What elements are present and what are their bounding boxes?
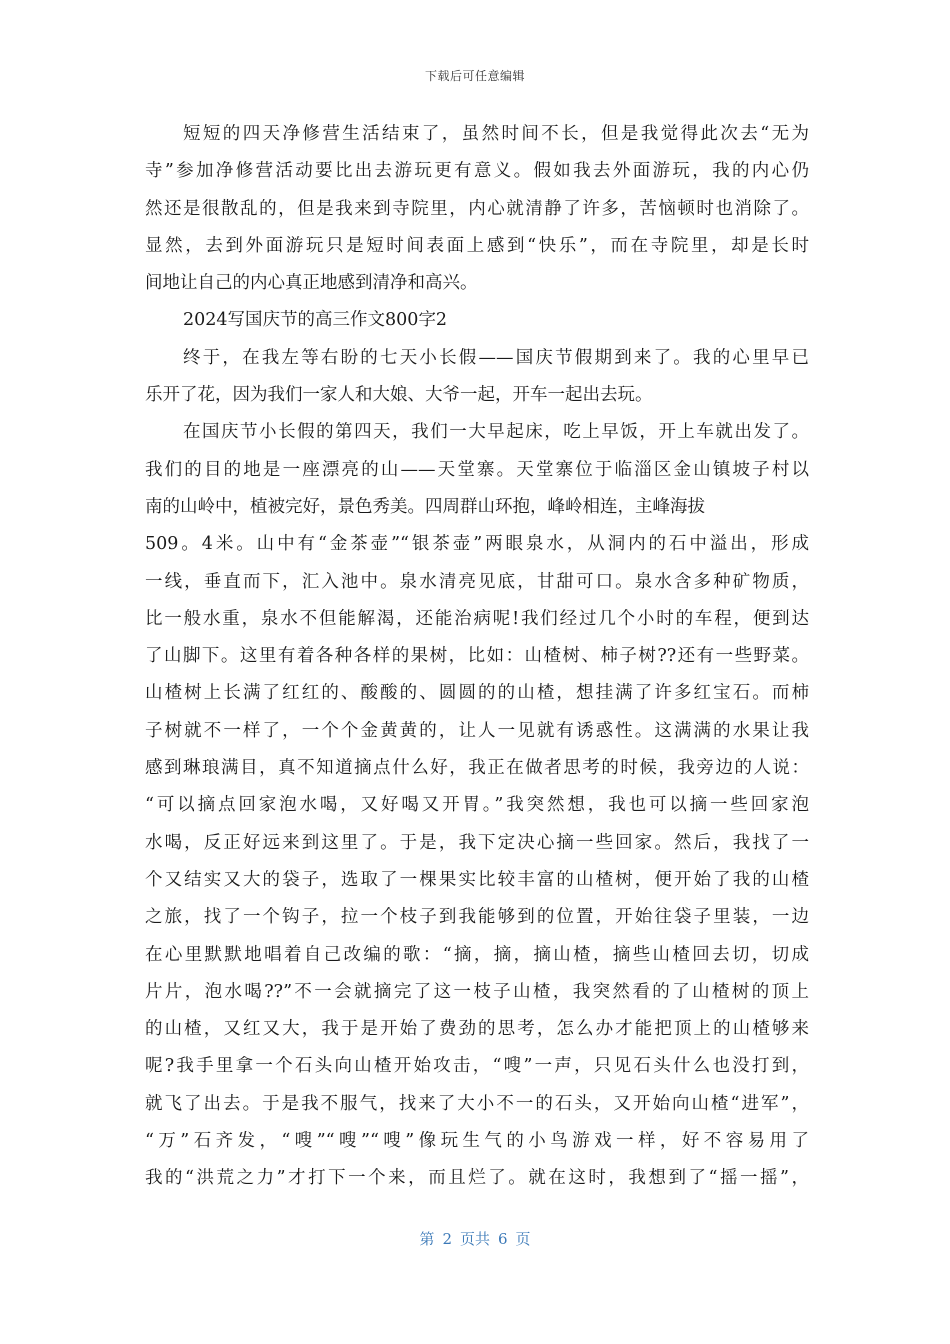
page-label-suffix: 页 [515,1230,531,1248]
page-number-total: 6 [498,1230,508,1248]
text-line: 个又结实又大的袋子，选取了一棵果实比较丰富的山楂树，便开始了我的山楂 [145,869,809,890]
text-line: 寺”参加净修营活动要比出去游玩更有意义。假如我去外面游玩，我的内心仍 [145,161,809,182]
text-line: 比一般水重，泉水不但能解渴，还能治病呢!我们经过几个小时的车程，便到达 [145,608,809,629]
text-line: 在国庆节小长假的第四天，我们一大早起床，吃上早饭，开上车就出发了。 [183,422,809,443]
document-body [145,116,809,1198]
text-line: 呢?我手里拿一个石头向山楂开始攻击，“嗖”一声，只见石头什么也没打到， [145,1056,809,1077]
text-line: 一线，垂直而下，汇入池中。泉水清亮见底，甘甜可口。泉水含多种矿物质， [145,571,809,592]
text-line: 山楂树上长满了红红的、酸酸的、圆圆的的山楂，想挂满了许多红宝石。而柿 [145,683,809,704]
text-line: 2024写国庆节的高三作文800字2 [183,310,448,331]
text-line: 显然，去到外面游玩只是短时间表面上感到“快乐”，而在寺院里，却是长时 [145,235,809,256]
page-footer [0,1228,950,1249]
text-line: 片片，泡水喝??”不一会就摘完了这一枝子山楂，我突然看的了山楂树的顶上 [145,981,809,1002]
text-line: 我的“洪荒之力”才打下一个来，而且烂了。就在这时，我想到了“摇一摇”， [145,1168,809,1189]
text-line: 之旅，找了一个钩子，拉一个枝子到我能够到的位置，开始往袋子里装，一边 [145,907,809,928]
text-line: 我们的目的地是一座漂亮的山——天堂寨。天堂寨位于临淄区金山镇坡子村以 [145,459,809,480]
page-header: 下载后可任意编辑 [424,69,525,83]
text-line: 短短的四天净修营生活结束了，虽然时间不长，但是我觉得此次去“无为 [183,124,809,144]
page-label-prefix: 第 [419,1230,435,1248]
text-line: 子树就不一样了，一个个金黄黄的，让人一见就有诱惑性。这满满的水果让我 [145,720,809,741]
text-line: “可以摘点回家泡水喝，又好喝又开胃。”我突然想，我也可以摘一些回家泡 [145,795,809,816]
text-line: 509。4米。山中有“金茶壶”“银茶壶”两眼泉水，从洞内的石中溢出，形成 [145,534,809,555]
text-line: 水喝，反正好远来到这里了。于是，我下定决心摘一些回家。然后，我找了一 [145,832,809,853]
text-line: 然还是很散乱的，但是我来到寺院里，内心就清静了许多，苦恼顿时也消除了。 [145,198,809,219]
text-line: 间地让自己的内心真正地感到清净和高兴。 [145,273,478,294]
text-line: 了山脚下。这里有着各种各样的果树，比如：山楂树、柿子树??还有一些野菜。 [145,646,809,667]
page-number-current: 2 [442,1230,452,1248]
text-line: “万”石齐发，“嗖”“嗖”“嗖”像玩生气的小鸟游戏一样，好不容易用了 [145,1131,809,1152]
page-label-middle: 页共 [459,1230,490,1248]
text-line: 南的山岭中，植被完好，景色秀美。四周群山环抱，峰岭相连，主峰海拔 [145,496,705,517]
text-line: 就飞了出去。于是我不服气，找来了大小不一的石头，又开始向山楂“进军”， [145,1093,809,1114]
text-line: 感到琳琅满目，真不知道摘点什么好，我正在做者思考的时候，我旁边的人说： [145,758,809,779]
text-line: 终于，在我左等右盼的七天小长假——国庆节假期到来了。我的心里早已 [183,347,809,368]
text-line: 乐开了花，因为我们一家人和大娘、大爷一起，开车一起出去玩。 [145,385,653,406]
text-line: 在心里默默地唱着自己改编的歌：“摘，摘，摘山楂，摘些山楂回去切，切成 [145,944,809,965]
text-line: 的山楂，又红又大，我于是开始了费劲的思考，怎么办才能把顶上的山楂够来 [145,1019,809,1040]
